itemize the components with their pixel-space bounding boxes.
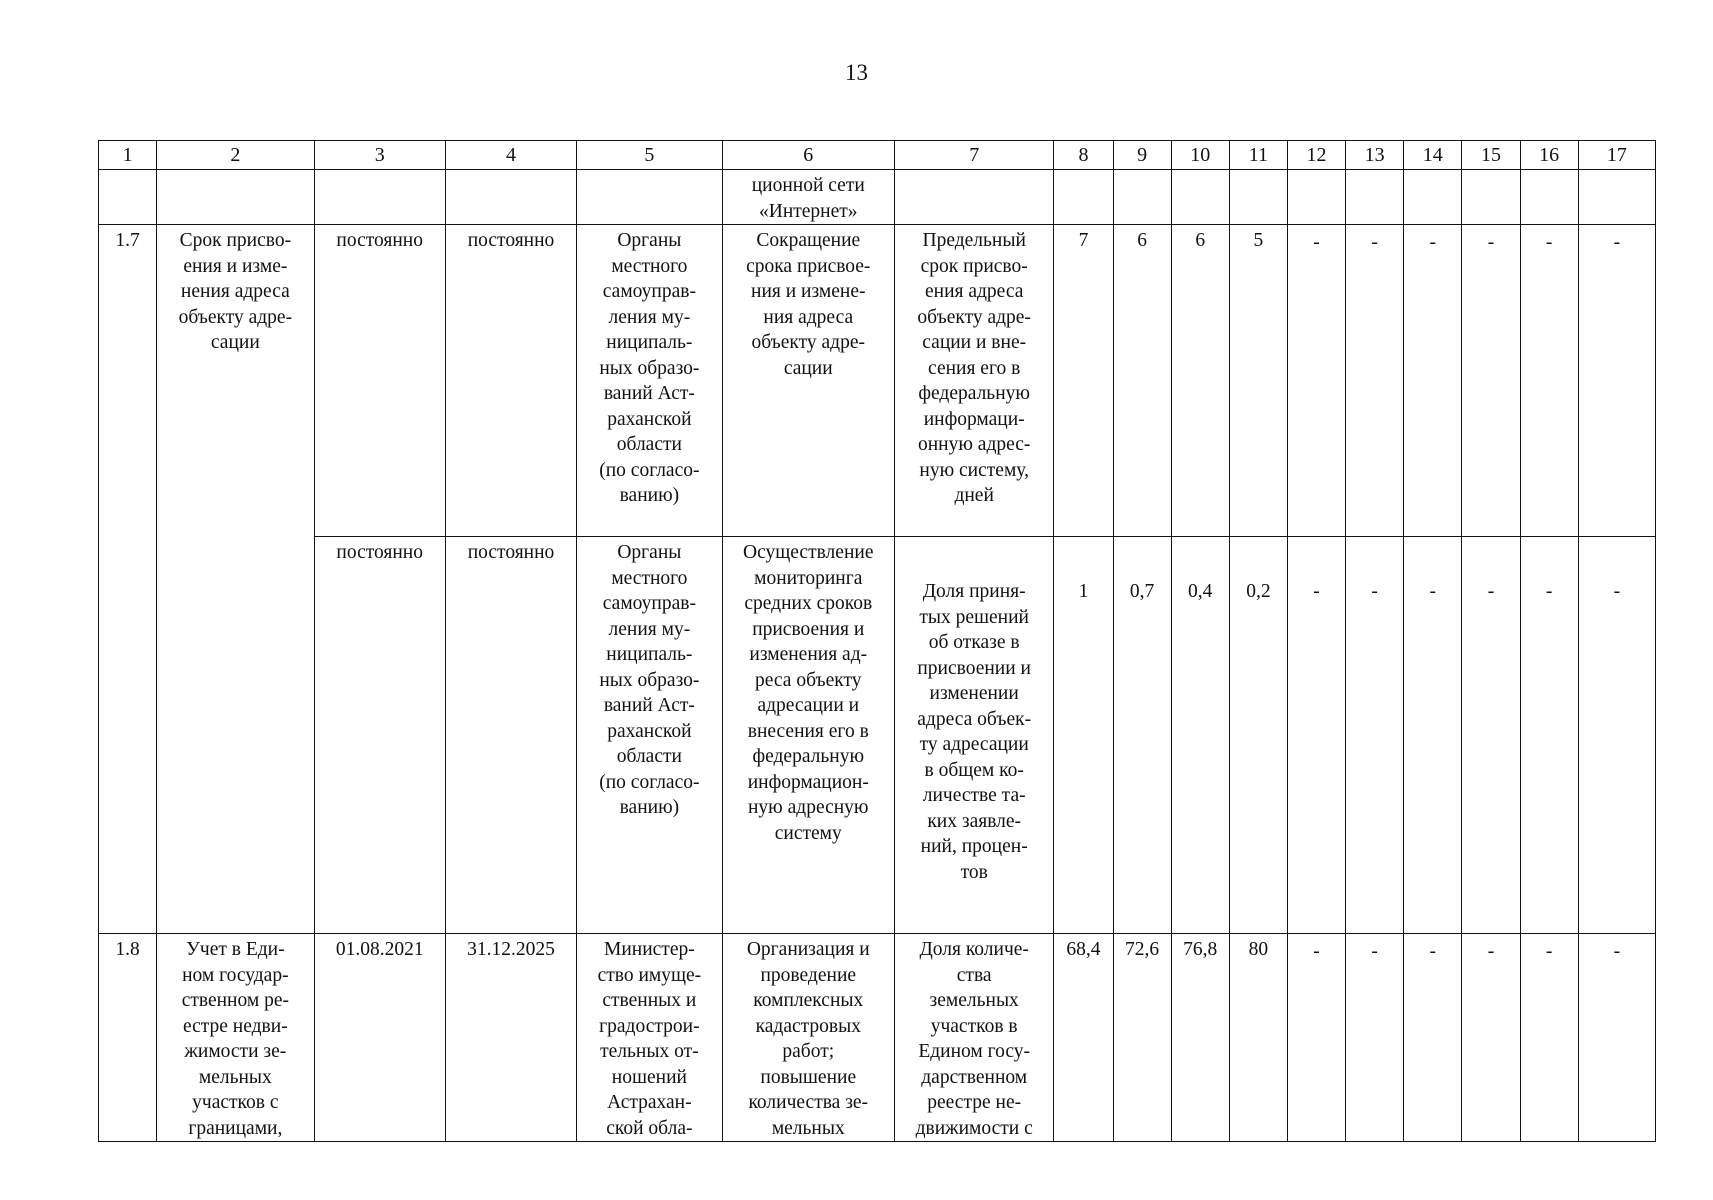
value-col-15: - <box>1462 537 1520 934</box>
empty-cell <box>1520 170 1578 225</box>
table-row-1-8 <box>99 934 1656 1142</box>
empty-cell <box>314 170 445 225</box>
value-col-8: 7 <box>1054 225 1113 537</box>
continuation-row <box>99 170 1656 225</box>
value-col-14: - <box>1404 225 1462 537</box>
value-col-16: - <box>1520 225 1578 537</box>
value-col-14: - <box>1404 934 1462 1142</box>
value-col-12: - <box>1287 934 1345 1142</box>
column-header: 12 <box>1287 141 1345 170</box>
value-col-11: 0,2 <box>1229 537 1287 934</box>
row-number: 1.7 <box>99 225 157 934</box>
value-col-11: 80 <box>1229 934 1287 1142</box>
empty-cell <box>1346 170 1404 225</box>
empty-cell <box>1054 170 1113 225</box>
value-col-10: 6 <box>1171 225 1229 537</box>
value-col-16: - <box>1520 934 1578 1142</box>
column-header: 5 <box>577 141 722 170</box>
start-date: постоянно <box>314 225 445 537</box>
column-header: 14 <box>1404 141 1462 170</box>
empty-cell <box>894 170 1053 225</box>
value-col-14: - <box>1404 537 1462 934</box>
empty-cell <box>1404 170 1462 225</box>
activity-name: Учет в Еди- ном государ- ственном ре- естре недви- жимости зе- мельных участков с границами, <box>157 934 314 1142</box>
executor: Министер- ство имуще- ственных и градострои- тельных от- ношений Астрахан- ской обла- <box>577 934 722 1142</box>
column-header: 2 <box>157 141 314 170</box>
column-header: 1 <box>99 141 157 170</box>
value-col-9: 0,7 <box>1113 537 1171 934</box>
column-header: 13 <box>1346 141 1404 170</box>
measure: Сокращение срока присвое- ния и измене- ния адреса объекту адре- сации <box>722 225 894 537</box>
measure: Организация и проведение комплексных кадастровых работ; повышение количества зе- мельных <box>722 934 894 1142</box>
column-header: 16 <box>1520 141 1578 170</box>
indicator: Доля количе- ства земельных участков в Едином госу- дарственном реестре не- движимости с <box>894 934 1053 1142</box>
value-col-10: 0,4 <box>1171 537 1229 934</box>
column-header: 4 <box>445 141 576 170</box>
value-col-17: - <box>1578 537 1655 934</box>
measure-cell: ционной сети «Интернет» <box>722 170 894 225</box>
column-header: 11 <box>1229 141 1287 170</box>
header-row <box>99 141 1656 170</box>
empty-cell <box>1229 170 1287 225</box>
value-col-13: - <box>1346 225 1404 537</box>
indicator: Доля приня- тых решений об отказе в присвоении и изменении адреса объек- ту адресации в общем ко- личестве та- ких заявле- ний, процен- тов <box>894 537 1053 934</box>
value-col-8: 1 <box>1054 537 1113 934</box>
end-date: постоянно <box>445 537 576 934</box>
start-date: постоянно <box>314 537 445 934</box>
value-col-15: - <box>1462 225 1520 537</box>
empty-cell <box>1113 170 1171 225</box>
empty-cell <box>1462 170 1520 225</box>
value-col-10: 76,8 <box>1171 934 1229 1142</box>
column-header: 3 <box>314 141 445 170</box>
column-header: 8 <box>1054 141 1113 170</box>
value-col-8: 68,4 <box>1054 934 1113 1142</box>
column-header: 7 <box>894 141 1053 170</box>
empty-cell <box>577 170 722 225</box>
table-row-1-7-a <box>99 225 1656 537</box>
value-col-17: - <box>1578 934 1655 1142</box>
value-col-9: 72,6 <box>1113 934 1171 1142</box>
value-col-17: - <box>1578 225 1655 537</box>
page-number: 13 <box>845 60 868 85</box>
value-col-12: - <box>1287 537 1345 934</box>
empty-cell <box>1287 170 1345 225</box>
activity-name: Срок присво- ения и изме- нения адреса объекту адре- сации <box>157 225 314 934</box>
value-col-12: - <box>1287 225 1345 537</box>
column-header: 9 <box>1113 141 1171 170</box>
empty-cell <box>1171 170 1229 225</box>
empty-cell <box>1578 170 1655 225</box>
value-col-15: - <box>1462 934 1520 1142</box>
empty-cell <box>445 170 576 225</box>
executor: Органы местного самоуправ- ления му- ниципаль- ных образо- ваний Аст- раханской области (по согласо- ванию) <box>577 225 722 537</box>
value-col-9: 6 <box>1113 225 1171 537</box>
value-col-13: - <box>1346 537 1404 934</box>
value-col-11: 5 <box>1229 225 1287 537</box>
column-header: 17 <box>1578 141 1655 170</box>
column-header: 15 <box>1462 141 1520 170</box>
column-header: 6 <box>722 141 894 170</box>
end-date: постоянно <box>445 225 576 537</box>
row-number: 1.8 <box>99 934 157 1142</box>
empty-cell <box>99 170 157 225</box>
end-date: 31.12.2025 <box>445 934 576 1142</box>
program-table <box>98 140 1656 1142</box>
executor: Органы местного самоуправ- ления му- ниципаль- ных образо- ваний Аст- раханской области (по согласо- ванию) <box>577 537 722 934</box>
table-row-1-7-b <box>99 537 1656 934</box>
value-col-16: - <box>1520 537 1578 934</box>
column-header: 10 <box>1171 141 1229 170</box>
start-date: 01.08.2021 <box>314 934 445 1142</box>
indicator: Предельный срок присво- ения адреса объекту адре- сации и вне- сения его в федеральную информаци- онную адрес- ную систему, дней <box>894 225 1053 537</box>
empty-cell <box>157 170 314 225</box>
value-col-13: - <box>1346 934 1404 1142</box>
measure: Осуществление мониторинга средних сроков присвоения и изменения ад- реса объекту адресации и внесения его в федеральную информацион- ную адресную систему <box>722 537 894 934</box>
